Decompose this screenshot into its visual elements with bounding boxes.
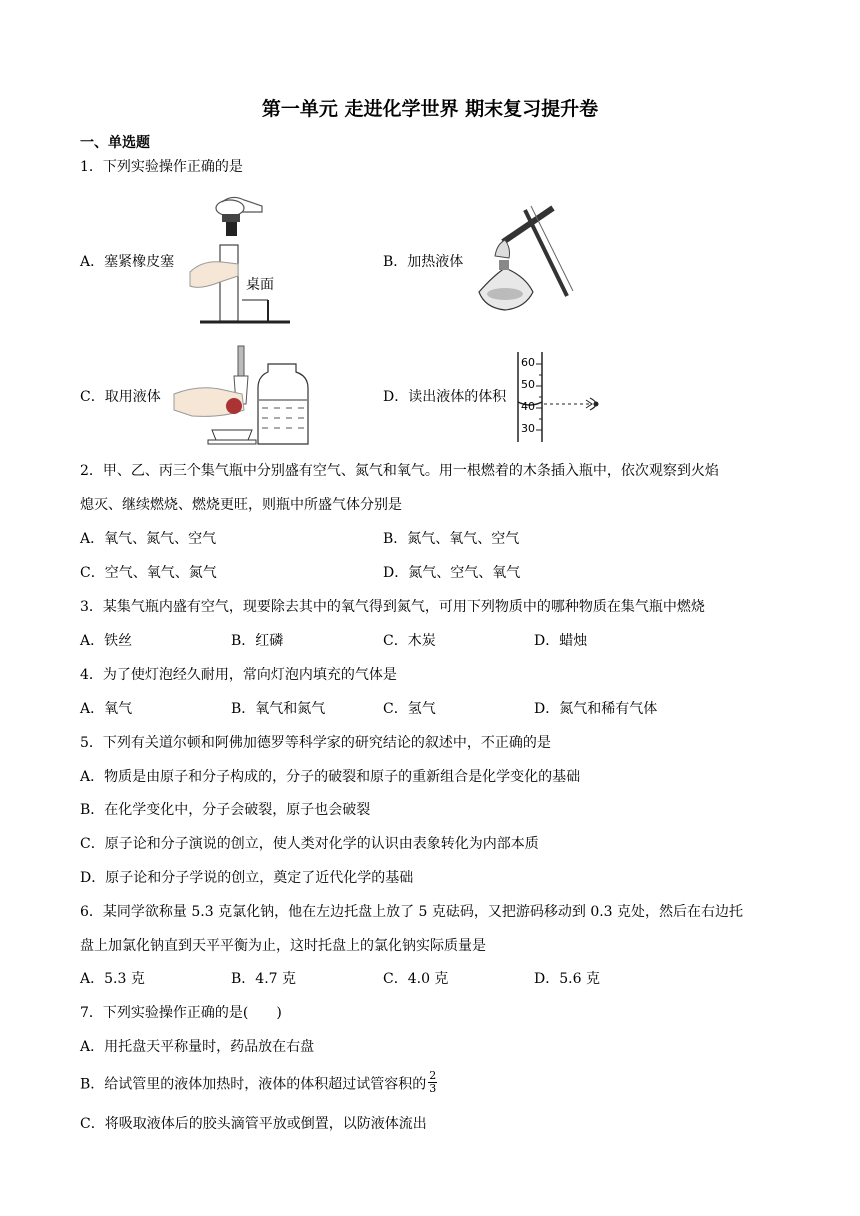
question-4-option-a: A．氧气 [80, 701, 133, 717]
question-4-option-d: D．氮气和稀有气体 [534, 701, 658, 717]
desk-label: 桌面 [246, 277, 274, 293]
section-heading: 一、单选题 [80, 135, 150, 151]
question-1-option-a: A．塞紧橡皮塞 [80, 254, 175, 270]
question-2-option-c: C．空气、氧气、氮气 [80, 565, 217, 581]
question-3-stem: 3．某集气瓶内盛有空气，现要除去其中的氧气得到氮气，可用下列物质中的哪种物质在集气瓶中燃烧 [80, 599, 705, 615]
question-6-option-c: C．4.0 克 [383, 971, 449, 987]
question-5-stem: 5．下列有关道尔顿和阿佛加德罗等科学家的研究结论的叙述中，不正确的是 [80, 735, 551, 751]
question-4-option-c: C．氢气 [383, 701, 436, 717]
heating-liquid-illustration [465, 196, 580, 318]
question-4-stem: 4．为了使灯泡经久耐用，常向灯泡内填充的气体是 [80, 667, 397, 683]
question-1-option-b: B．加热液体 [383, 254, 464, 270]
question-7-option-b-text: B．给试管里的液体加热时，液体的体积超过试管容积的 [80, 1076, 427, 1093]
question-5-option-a: A．物质是由原子和分子构成的，分子的破裂和原子的重新组合是化学变化的基础 [80, 769, 581, 785]
question-2-option-d: D．氮气、空气、氧气 [383, 565, 521, 581]
fraction-two-thirds [428, 1070, 437, 1095]
question-1-stem: 1．下列实验操作正确的是 [80, 159, 243, 175]
question-2-stem-line1: 2．甲、乙、丙三个集气瓶中分别盛有空气、氮气和氧气。用一根燃着的木条插入瓶中，依次观察到火焰 [80, 463, 719, 479]
question-5-option-d: D．原子论和分子学说的创立，奠定了近代化学的基础 [80, 870, 414, 886]
question-7-option-b [80, 1069, 437, 1097]
question-6-option-b: B．4.7 克 [231, 971, 297, 987]
question-6-stem-line1: 6．某同学欲称量 5.3 克氯化钠，他在左边托盘上放了 5 克砝码，又把游码移动到 0.3 克处，然后在右边托 [80, 904, 744, 920]
question-3-option-a: A．铁丝 [80, 633, 133, 649]
question-6-option-a: A．5.3 克 [80, 971, 145, 987]
stopper-insertion-illustration [182, 190, 292, 330]
question-2-stem-line2: 熄灭、继续燃烧、燃烧更旺，则瓶中所盛气体分别是 [80, 497, 402, 513]
question-2-option-b: B．氮气、氧气、空气 [383, 531, 520, 547]
question-3-option-c: C．木炭 [383, 633, 436, 649]
question-2-option-a: A．氧气、氮气、空气 [80, 531, 217, 547]
cylinder-tick-60: 60 [521, 356, 535, 369]
page-title: 第一单元 走进化学世界 期末复习提升卷 [261, 98, 599, 120]
question-6-option-d: D．5.6 克 [534, 971, 600, 987]
question-1-option-c: C．取用液体 [80, 389, 161, 405]
question-7-stem: 7．下列实验操作正确的是( ) [80, 1005, 282, 1021]
question-4-option-b: B．氧气和氮气 [231, 701, 326, 717]
question-7-option-c: C．将吸取液体后的胶头滴管平放或倒置，以防液体流出 [80, 1116, 427, 1132]
question-7-option-a: A．用托盘天平称量时，药品放在右盘 [80, 1039, 315, 1055]
cylinder-tick-50: 50 [521, 378, 535, 391]
fraction-denominator: 3 [429, 1082, 437, 1095]
question-5-option-b: B．在化学变化中，分子会破裂，原子也会破裂 [80, 802, 371, 818]
question-6-stem-line2: 盘上加氯化钠直到天平平衡为止，这时托盘上的氯化钠实际质量是 [80, 938, 486, 954]
cylinder-tick-40: 40 [521, 400, 535, 413]
question-3-option-d: D．蜡烛 [534, 633, 588, 649]
question-1-option-d: D．读出液体的体积 [383, 389, 507, 405]
question-3-option-b: B．红磷 [231, 633, 284, 649]
question-5-option-c: C．原子论和分子演说的创立，使人类对化学的认识由表象转化为内部本质 [80, 836, 539, 852]
fraction-numerator: 2 [429, 1069, 437, 1082]
cylinder-tick-30: 30 [521, 422, 535, 435]
taking-liquid-illustration [172, 344, 312, 446]
